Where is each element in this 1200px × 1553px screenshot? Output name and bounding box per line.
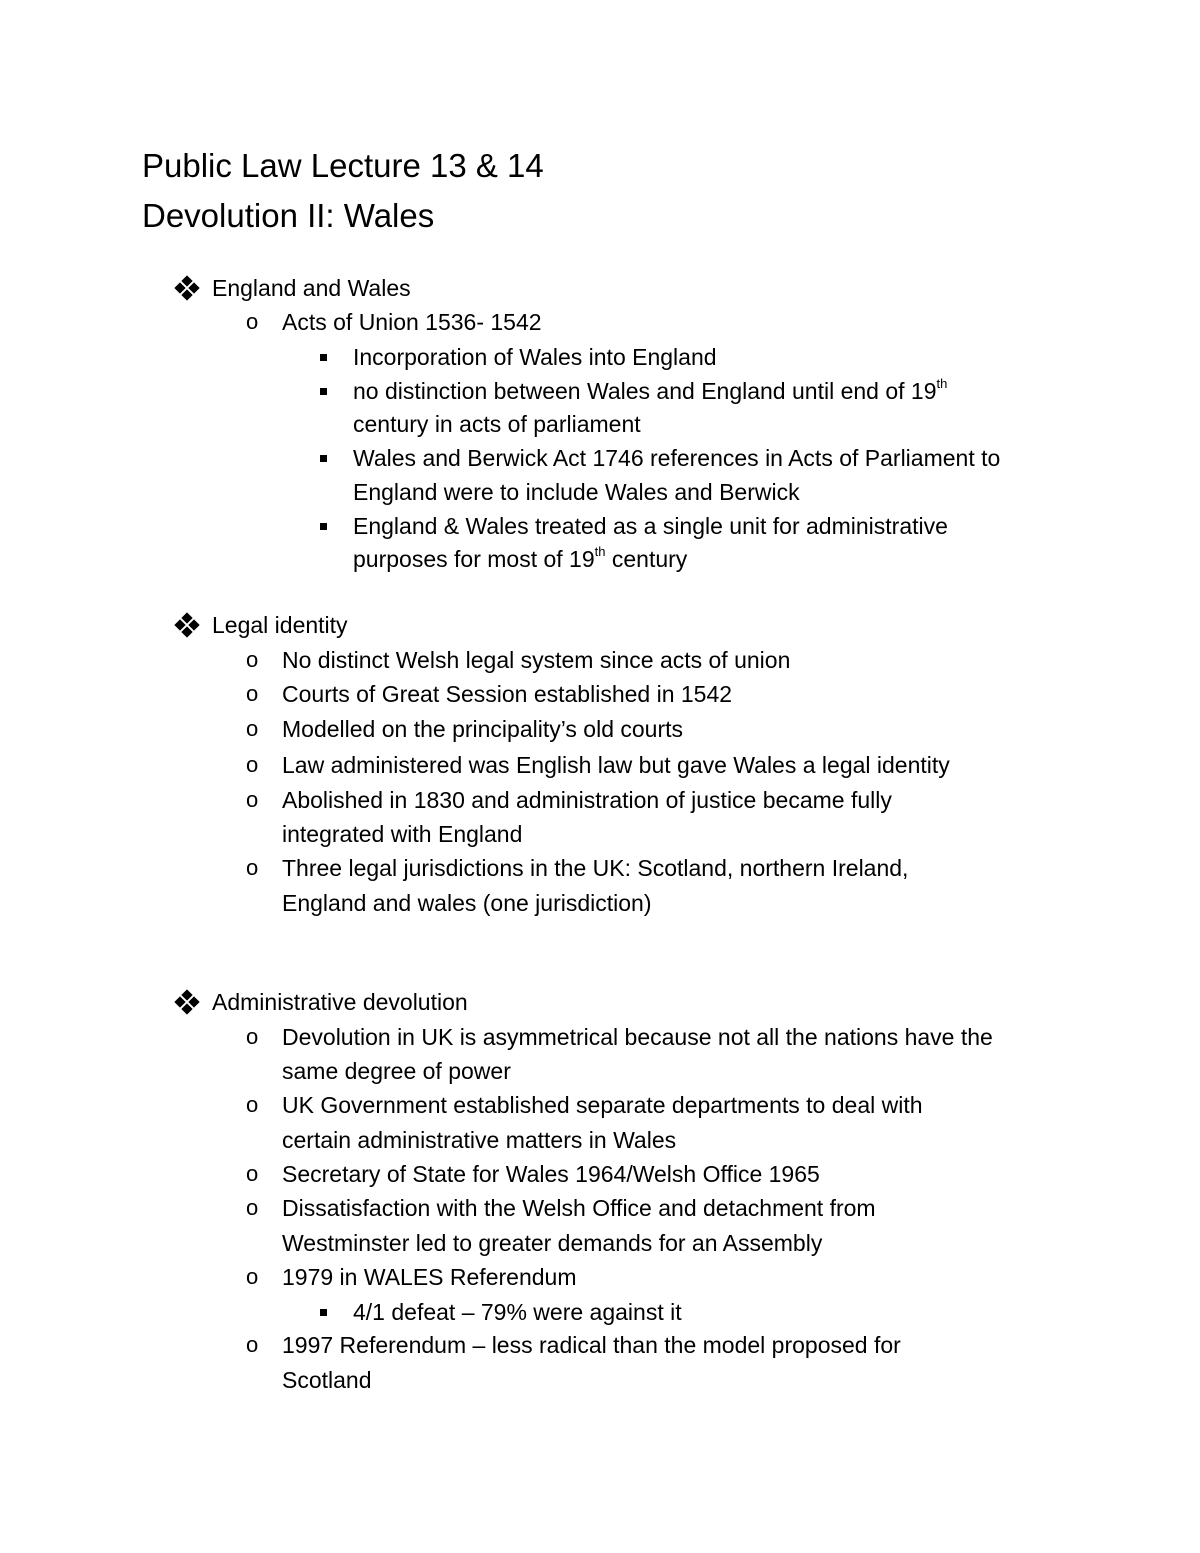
list-item: 1979 in WALES Referendum bbox=[282, 1264, 577, 1290]
circle-bullet-icon: o bbox=[246, 309, 259, 334]
list-item: Law administered was English law but gave Wales a legal identity bbox=[282, 752, 950, 778]
circle-bullet-icon: o bbox=[246, 1161, 259, 1186]
list-item: No distinct Welsh legal system since acts of union bbox=[282, 647, 791, 673]
square-bullet-icon bbox=[320, 342, 327, 372]
circle-bullet-icon: o bbox=[246, 716, 259, 741]
list-item-continuation: England and wales (one jurisdiction) bbox=[282, 890, 652, 916]
circle-bullet-icon: o bbox=[246, 647, 259, 672]
list-item: Abolished in 1830 and administration of justice became fully bbox=[282, 787, 892, 813]
circle-bullet-icon: o bbox=[246, 752, 259, 777]
circle-bullet-icon: o bbox=[246, 855, 259, 880]
section-heading: England and Wales bbox=[212, 275, 411, 301]
list-item-continuation: certain administrative matters in Wales bbox=[282, 1127, 677, 1153]
list-item: Dissatisfaction with the Welsh Office and detachment from bbox=[282, 1195, 876, 1221]
circle-bullet-icon: o bbox=[246, 1264, 259, 1289]
list-item-continuation bbox=[353, 544, 687, 574]
list-item-continuation: Scotland bbox=[282, 1367, 372, 1393]
list-item-text: century bbox=[605, 546, 688, 572]
list-item: Incorporation of Wales into England bbox=[353, 344, 717, 370]
list-item: UK Government established separate departments to deal with bbox=[282, 1092, 923, 1118]
list-item-continuation: England were to include Wales and Berwick bbox=[353, 479, 800, 505]
document-title: Public Law Lecture 13 & 14 bbox=[142, 147, 544, 184]
list-item: Secretary of State for Wales 1964/Welsh Office 1965 bbox=[282, 1161, 820, 1187]
list-item-continuation: same degree of power bbox=[282, 1058, 511, 1084]
circle-bullet-icon: o bbox=[246, 1092, 259, 1117]
square-bullet-icon bbox=[320, 376, 327, 406]
superscript: th bbox=[936, 376, 948, 392]
document-subtitle: Devolution II: Wales bbox=[142, 197, 435, 234]
square-bullet-icon bbox=[320, 1297, 327, 1327]
circle-bullet-icon: o bbox=[246, 1195, 259, 1220]
list-item: Modelled on the principality’s old courts bbox=[282, 716, 684, 742]
list-item-continuation: integrated with England bbox=[282, 821, 523, 847]
list-item-continuation: century in acts of parliament bbox=[353, 411, 641, 437]
diamond-bullet-icon bbox=[176, 611, 198, 641]
diamond-bullet-icon bbox=[176, 274, 198, 304]
list-item: Wales and Berwick Act 1746 references in Acts of Parliament to bbox=[353, 445, 1001, 471]
section-heading: Administrative devolution bbox=[212, 989, 468, 1015]
circle-bullet-icon: o bbox=[246, 787, 259, 812]
list-item: 1997 Referendum – less radical than the model proposed for bbox=[282, 1332, 901, 1358]
list-item: England & Wales treated as a single unit for administrative bbox=[353, 513, 948, 539]
diamond-bullet-icon bbox=[176, 988, 198, 1018]
list-item-text: no distinction between Wales and England until end of 19 bbox=[353, 378, 937, 404]
list-item: Courts of Great Session established in 1542 bbox=[282, 681, 733, 707]
circle-bullet-icon: o bbox=[246, 681, 259, 706]
circle-bullet-icon: o bbox=[246, 1024, 259, 1049]
list-item-text: purposes for most of 19 bbox=[353, 546, 595, 572]
list-item: Three legal jurisdictions in the UK: Scotland, northern Ireland, bbox=[282, 855, 909, 881]
list-item-continuation: Westminster led to greater demands for an Assembly bbox=[282, 1230, 823, 1256]
superscript: th bbox=[594, 544, 606, 560]
list-item bbox=[353, 376, 947, 406]
square-bullet-icon bbox=[320, 443, 327, 473]
circle-bullet-icon: o bbox=[246, 1332, 259, 1357]
list-item: Devolution in UK is asymmetrical because not all the nations have the bbox=[282, 1024, 993, 1050]
list-item: Acts of Union 1536- 1542 bbox=[282, 309, 542, 335]
square-bullet-icon bbox=[320, 511, 327, 541]
list-item: 4/1 defeat – 79% were against it bbox=[353, 1299, 682, 1325]
section-heading: Legal identity bbox=[212, 612, 348, 638]
